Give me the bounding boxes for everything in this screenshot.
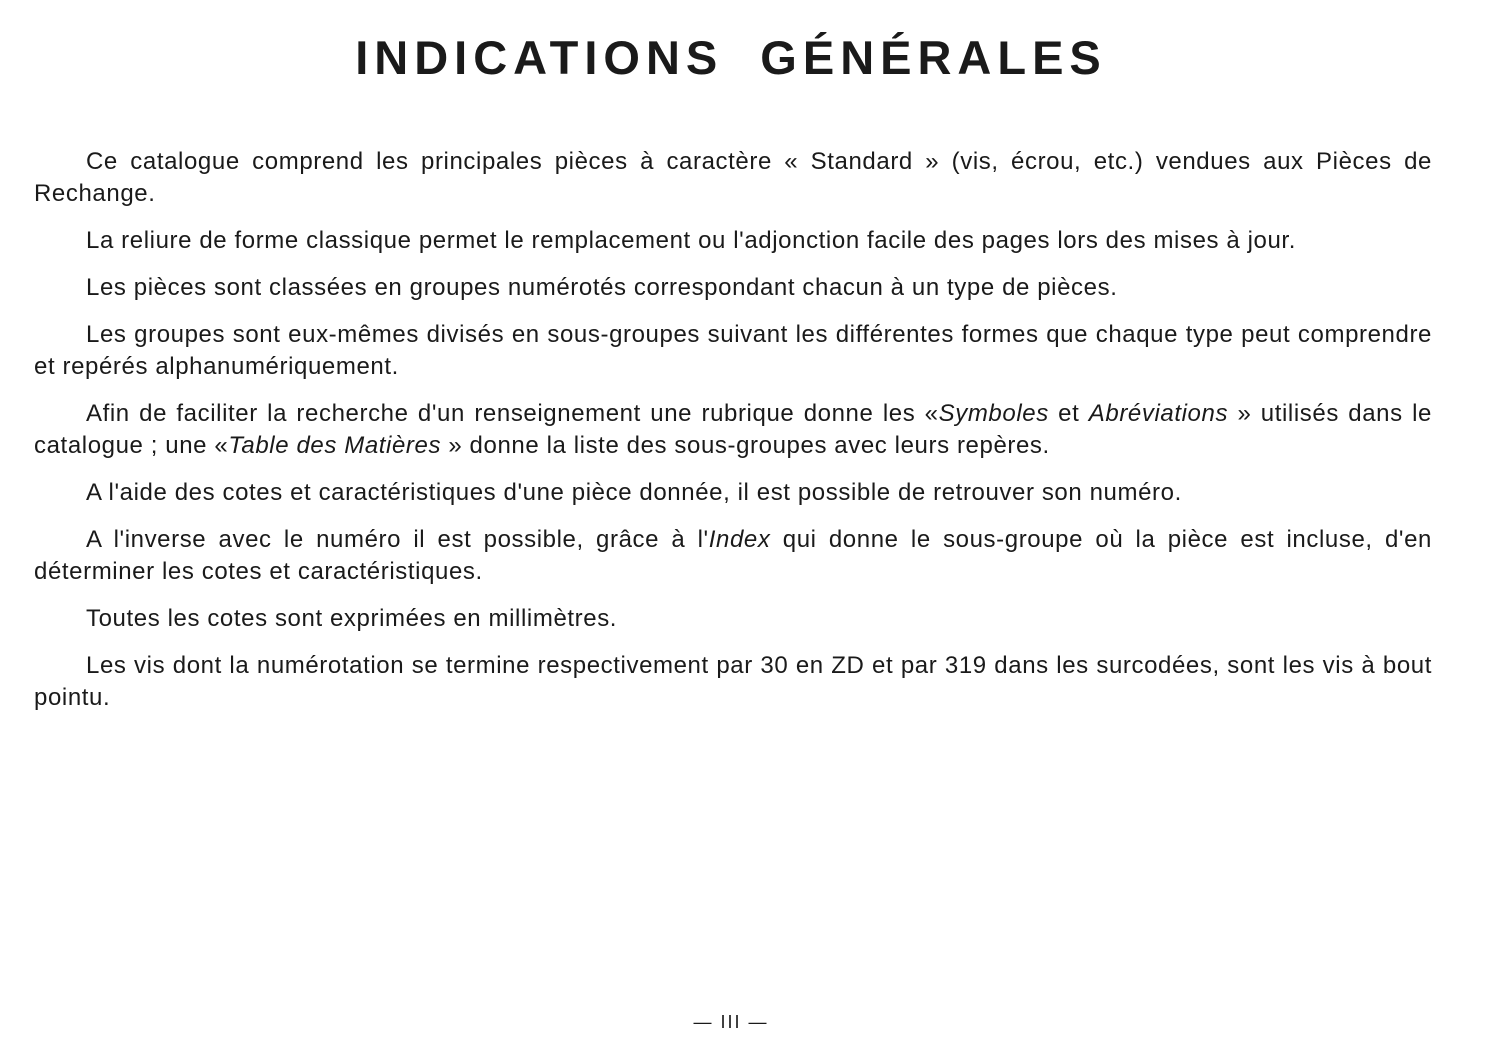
paragraph-groups: Les pièces sont classées en groupes numérotés correspondant chacun à un type de pièces. bbox=[86, 274, 1118, 301]
body-text bbox=[34, 146, 1432, 729]
text-segment: » donne la liste des sous-groupes avec leurs repères. bbox=[448, 432, 1050, 459]
index-reference: Index bbox=[708, 526, 771, 553]
paragraph-units: Toutes les cotes sont exprimées en millimètres. bbox=[86, 605, 618, 632]
text-segment: et bbox=[1048, 400, 1089, 427]
paragraph-index bbox=[34, 524, 1432, 588]
text-segment: qui donne le sous-groupe où la pièce est incluse, d'en déterminer les cotes et caractéristiques. bbox=[34, 526, 1432, 585]
paragraph-find-number: A l'aide des cotes et caractéristiques d'une pièce donnée, il est possible de retrouver son numéro. bbox=[86, 479, 1182, 506]
paragraph-catalogue-scope: Ce catalogue comprend les principales pièces à caractère « Standard » (vis, écrou, etc.) vendues aux Pièces de Rechange. bbox=[34, 148, 1432, 207]
symbols-reference: Symboles bbox=[938, 400, 1049, 427]
page-number: — III — bbox=[693, 1012, 769, 1032]
paragraph-binding: La reliure de forme classique permet le remplacement ou l'adjonction facile des pages lors des mises à jour. bbox=[86, 227, 1296, 254]
paragraph-subgroups: Les groupes sont eux-mêmes divisés en sous-groupes suivant les différentes formes que chaque type peut comprendre et repérés alphanumériquement. bbox=[34, 321, 1432, 380]
paragraph-pointed-screws: Les vis dont la numérotation se termine respectivement par 30 en ZD et par 319 dans les surcodées, sont les vis à bout pointu. bbox=[34, 652, 1432, 711]
page-title: INDICATIONS GÉNÉRALES bbox=[355, 31, 1107, 84]
paragraph-symbols-table bbox=[34, 398, 1432, 462]
table-of-contents-reference: Table des Matières bbox=[228, 432, 442, 459]
text-segment: A l'inverse avec le numéro il est possible, grâce à l' bbox=[86, 526, 709, 553]
text-segment: » utilisés dans le catalogue ; une « bbox=[34, 400, 1432, 459]
text-segment: Afin de faciliter la recherche d'un renseignement une rubrique donne les « bbox=[86, 400, 939, 427]
abbreviations-reference: Abréviations bbox=[1088, 400, 1229, 427]
